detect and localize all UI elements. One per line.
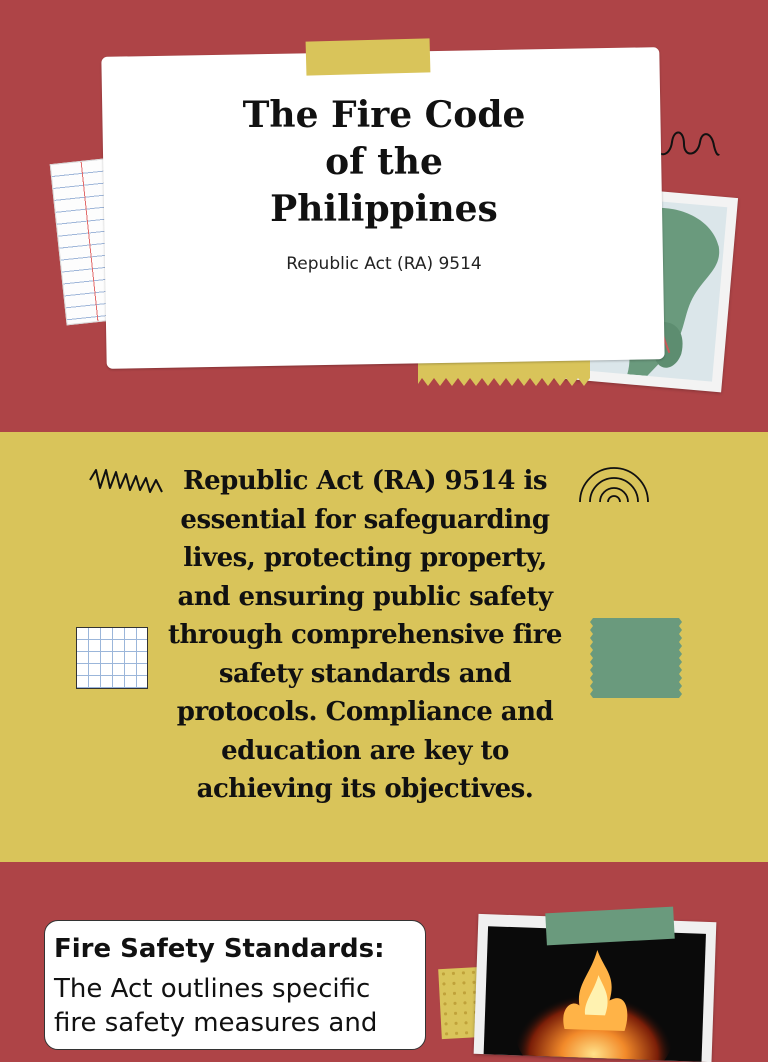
squiggle-icon [88,462,164,498]
rainbow-arcs-icon [574,448,654,504]
tape-icon [306,38,431,75]
summary-text: Republic Act (RA) 9514 is essential for safeguarding lives, protecting property, and ensuring public safety through comprehensive fire safety standards and protocols. Compliance and education are key to achieving its objectives. [168,466,562,804]
page-title: The Fire Code of the Philippines [242,94,526,230]
postage-stamp-icon [590,618,682,698]
green-tape-icon [545,907,674,946]
section-body: The Act outlines specific fire safety measures and [54,974,378,1038]
section-heading: Fire Safety Standards: [54,934,385,964]
grid-paper-icon [76,627,148,689]
page-subtitle: Republic Act (RA) 9514 [286,254,482,274]
